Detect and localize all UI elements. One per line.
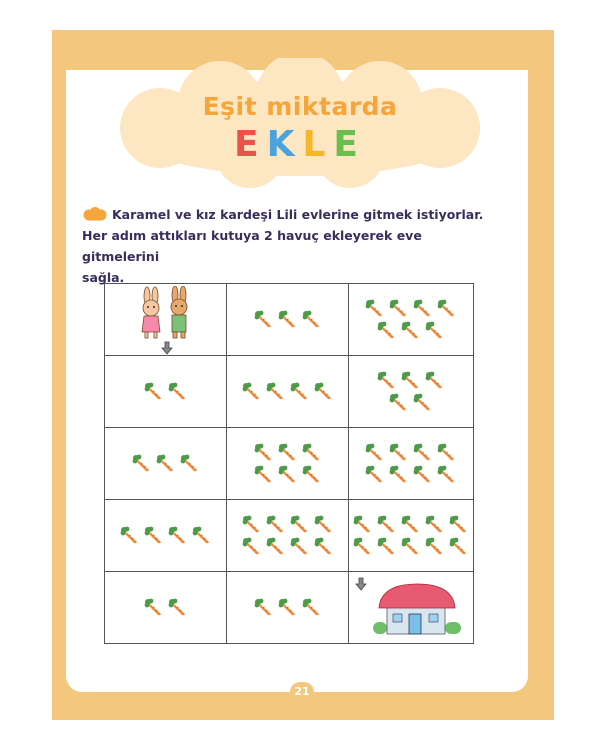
grid-cell xyxy=(105,572,227,644)
carrot-group xyxy=(128,453,204,475)
grid-cell xyxy=(349,500,474,572)
down-arrow-icon xyxy=(161,341,173,355)
carrot-group xyxy=(250,597,326,619)
grid-row xyxy=(105,356,474,428)
carrot-icon xyxy=(290,515,310,535)
carrot-icon xyxy=(365,299,385,319)
title-letter: E xyxy=(233,124,267,165)
carrot-icon xyxy=(353,537,373,557)
carrot-icon xyxy=(302,465,322,485)
carrot-icon xyxy=(290,537,310,557)
carrot-group xyxy=(361,298,461,342)
carrot-icon xyxy=(144,382,164,402)
carrot-icon xyxy=(278,598,298,618)
carrot-icon xyxy=(425,515,445,535)
title-letter: L xyxy=(302,124,334,165)
carrot-icon xyxy=(389,443,409,463)
carrot-icon xyxy=(437,443,457,463)
title-letter: K xyxy=(266,124,303,165)
carrot-icon xyxy=(302,310,322,330)
carrot-icon xyxy=(156,454,176,474)
grid-row xyxy=(105,500,474,572)
title-letter: E xyxy=(333,124,367,165)
grid-cell xyxy=(105,500,227,572)
carrot-group xyxy=(238,514,338,558)
grid-cell xyxy=(227,500,349,572)
grid-row xyxy=(105,284,474,356)
carrot-icon xyxy=(302,598,322,618)
carrot-group xyxy=(373,370,449,414)
carrot-icon xyxy=(377,515,397,535)
carrot-icon xyxy=(401,321,421,341)
carrot-icon xyxy=(242,515,262,535)
carrot-icon xyxy=(401,537,421,557)
grid-cell xyxy=(349,284,474,356)
grid-cell xyxy=(105,356,227,428)
carrot-group xyxy=(238,381,338,403)
carrot-icon xyxy=(365,465,385,485)
bunnies-illustration xyxy=(131,286,201,344)
instruction-line-1: Karamel ve kız kardeşi Lili evlerine gitmek istiyorlar. xyxy=(112,207,484,222)
carrot-icon xyxy=(449,537,469,557)
carrot-icon xyxy=(437,299,457,319)
cloud-bullet-icon xyxy=(82,207,108,221)
carrot-icon xyxy=(413,299,433,319)
instruction-text xyxy=(82,204,502,288)
grid-cell xyxy=(227,356,349,428)
carrot-group xyxy=(116,525,216,547)
carrot-icon xyxy=(266,537,286,557)
grid-cell xyxy=(349,428,474,500)
carrot-icon xyxy=(314,382,334,402)
carrot-icon xyxy=(132,454,152,474)
carrot-group xyxy=(140,381,192,403)
carrot-icon xyxy=(192,526,212,546)
carrot-icon xyxy=(278,443,298,463)
carrot-icon xyxy=(425,537,445,557)
title-cloud xyxy=(100,58,500,188)
carrot-icon xyxy=(254,598,274,618)
house-illustration xyxy=(371,578,463,638)
carrot-icon xyxy=(120,526,140,546)
carrot-icon xyxy=(314,537,334,557)
carrot-icon xyxy=(365,443,385,463)
carrot-icon xyxy=(254,443,274,463)
carrot-icon xyxy=(314,515,334,535)
carrot-icon xyxy=(413,393,433,413)
carrot-icon xyxy=(278,310,298,330)
carrot-icon xyxy=(180,454,200,474)
carrot-group xyxy=(140,597,192,619)
carrot-group xyxy=(349,514,473,558)
carrot-group xyxy=(250,309,326,331)
grid-cell xyxy=(349,356,474,428)
carrot-icon xyxy=(302,443,322,463)
carrot-icon xyxy=(266,382,286,402)
carrot-icon xyxy=(425,321,445,341)
carrot-icon xyxy=(413,465,433,485)
carrot-icon xyxy=(168,526,188,546)
carrot-icon xyxy=(290,382,310,402)
carrot-icon xyxy=(278,465,298,485)
carrot-icon xyxy=(389,299,409,319)
carrot-icon xyxy=(389,393,409,413)
carrot-grid xyxy=(104,283,474,644)
carrot-icon xyxy=(353,515,373,535)
carrot-group xyxy=(250,442,326,486)
carrot-icon xyxy=(377,371,397,391)
carrot-icon xyxy=(413,443,433,463)
carrot-icon xyxy=(401,371,421,391)
carrot-icon xyxy=(401,515,421,535)
instruction-line-2: Her adım attıkları kutuya 2 havuç ekleyerek eve gitmelerini xyxy=(82,228,422,264)
carrot-icon xyxy=(437,465,457,485)
carrot-icon xyxy=(242,382,262,402)
grid-row xyxy=(105,428,474,500)
carrot-icon xyxy=(449,515,469,535)
carrot-icon xyxy=(377,537,397,557)
grid-cell xyxy=(349,572,474,644)
grid-cell xyxy=(105,428,227,500)
carrot-icon xyxy=(389,465,409,485)
carrot-icon xyxy=(377,321,397,341)
page-title xyxy=(0,124,600,165)
carrot-icon xyxy=(144,598,164,618)
grid-cell xyxy=(227,572,349,644)
carrot-icon xyxy=(254,310,274,330)
instruction-line-3: sağla. xyxy=(82,270,125,285)
carrot-icon xyxy=(425,371,445,391)
carrot-icon xyxy=(168,598,188,618)
carrot-icon xyxy=(168,382,188,402)
carrot-icon xyxy=(144,526,164,546)
subtitle: Eşit miktarda xyxy=(202,92,398,121)
carrot-group xyxy=(361,442,461,486)
grid-cell xyxy=(227,284,349,356)
grid-cell xyxy=(105,284,227,356)
carrot-icon xyxy=(242,537,262,557)
page-number: 21 xyxy=(290,682,314,702)
carrot-icon xyxy=(254,465,274,485)
grid-row xyxy=(105,572,474,644)
carrot-icon xyxy=(266,515,286,535)
grid-cell xyxy=(227,428,349,500)
down-arrow-icon xyxy=(355,577,367,591)
